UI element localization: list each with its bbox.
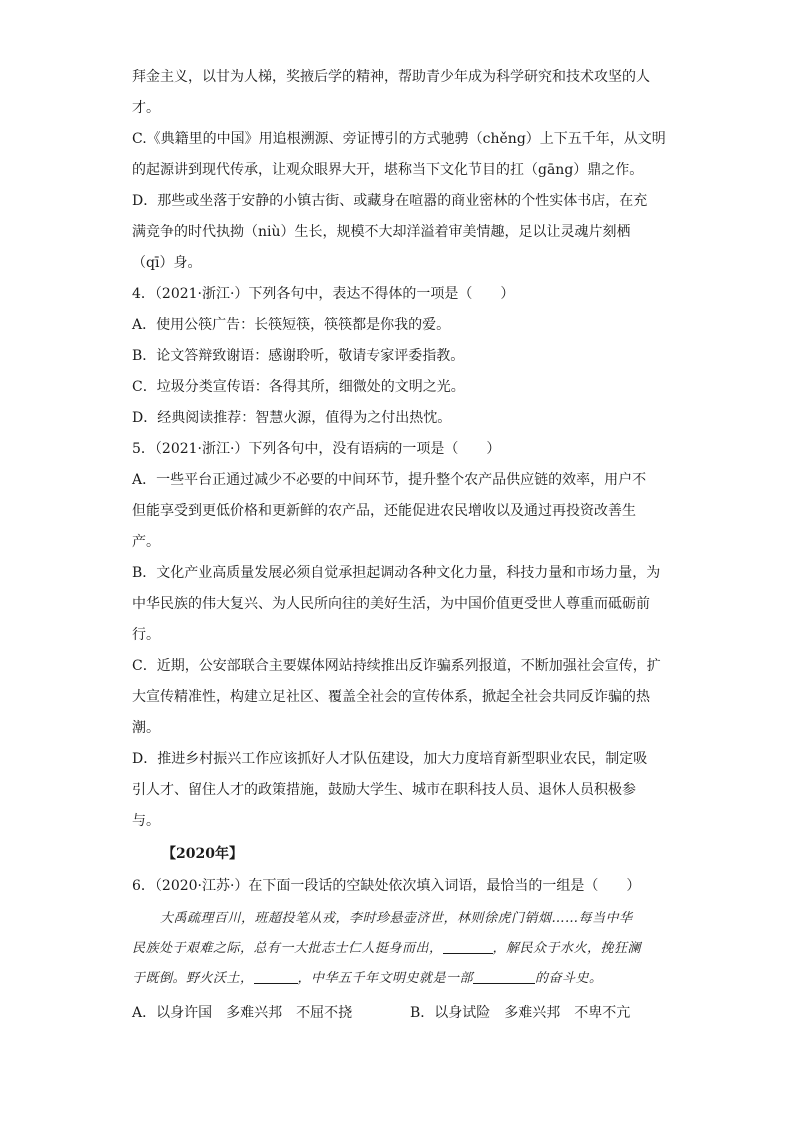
fill-blank xyxy=(443,939,493,954)
text-line: 但能享受到更低价格和更新鲜的农产品，还能促进农民增收以及通过再投资改善生 xyxy=(132,503,636,519)
question-6-option-b: B．以身试险 多难兴邦 不卑不亢 xyxy=(410,1005,631,1021)
text-line: 产。 xyxy=(132,534,160,550)
question-4-stem: 4．（2021·浙江·）下列各句中，表达不得体的一项是（ ） xyxy=(132,286,515,302)
text-line: 行。 xyxy=(132,627,160,643)
text-line: 才。 xyxy=(132,100,160,116)
question-6-option-a: A．以身许国 多难兴邦 不屈不挠 xyxy=(132,1005,353,1021)
text-line: 拜金主义，以甘为人梯，奖掖后学的精神，帮助青少年成为科学研究和技术攻坚的人 xyxy=(132,69,650,85)
question-6-options xyxy=(132,998,652,1029)
question-6-passage xyxy=(132,904,652,994)
text-line: D．推进乡村振兴工作应该抓好人才队伍建设，加大力度培育新型职业农民，制定吸 xyxy=(132,751,648,767)
question-6-stem: 6．（2020·江苏·）在下面一段话的空缺处依次填入词语，最恰当的一组是（ ） xyxy=(132,878,641,894)
text-line: B．文化产业高质量发展必须自觉承担起调动各种文化力量，科技力量和市场力量，为 xyxy=(132,565,661,581)
text-line: C.《典籍里的中国》用追根溯源、旁证博引的方式驰骋（chěng）上下五千年，从文明 xyxy=(132,131,666,147)
text-line: C．近期，公安部联合主要媒体网站持续推出反诈骗系列报道，不断加强社会宣传，扩 xyxy=(132,658,661,674)
text-line: A．一些平台正通过减少不必要的中间环节，提升整个农产品供应链的效率，用户不 xyxy=(132,472,647,488)
text-line: 满竞争的时代执拗（niù）生长，规模不大却洋溢着审美情趣，足以让灵魂片刻栖 xyxy=(132,224,631,240)
question-4-option-c: C．垃圾分类宣传语：各得其所，细微处的文明之光。 xyxy=(132,379,465,395)
question-4-option-a: A．使用公筷广告：长筷短筷，筷筷都是你我的爱。 xyxy=(132,317,451,333)
text-line: 的起源讲到现代传承，让观众眼界大开，堪称当下文化节目的扛（gāng）鼎之作。 xyxy=(132,162,644,178)
text-line: 潮。 xyxy=(132,720,160,736)
question-4-option-d: D．经典阅读推荐：智慧火源，值得为之付出热忱。 xyxy=(132,410,452,426)
text-line: 引人才、留住人才的政策措施，鼓励大学生、城市在职科技人员、退休人员积极参 xyxy=(132,782,636,798)
fill-blank xyxy=(473,969,535,984)
text-line: D．那些或坐落于安静的小镇古街、或藏身在喧嚣的商业密林的个性实体书店，在充 xyxy=(132,193,648,209)
passage-line: 民族处于艰难之际，总有一大批志士仁人挺身而出， xyxy=(132,941,443,956)
passage-line: 于既倒。野火沃土， xyxy=(132,971,254,986)
passage-line: 的奋斗史。 xyxy=(535,971,603,986)
question-4-option-b: B．论文答辩致谢语：感谢聆听，敬请专家评委指教。 xyxy=(132,348,465,364)
passage-line: ，中华五千年文明史就是一部 xyxy=(297,971,474,986)
passage-line: ，解民众于水火，挽狂澜 xyxy=(492,941,642,956)
section-year-heading: 【2020年】 xyxy=(162,846,243,862)
question-5-stem: 5．（2021·浙江·）下列各句中，没有语病的一项是（ ） xyxy=(132,441,501,457)
fill-blank xyxy=(254,969,298,984)
passage-line: 大禹疏理百川，班超投笔从戎，李时珍悬壶济世，林则徐虎门销烟……每当中华 xyxy=(160,911,633,926)
text-line: 与。 xyxy=(132,813,160,829)
text-line: （qī）身。 xyxy=(132,255,202,271)
question-content xyxy=(132,62,666,1029)
text-line: 中华民族的伟大复兴、为人民所向往的美好生活，为中国价值更受世人尊重而砥砺前 xyxy=(132,596,650,612)
text-line: 大宣传精准性，构建立足社区、覆盖全社会的宣传体系，掀起全社会共同反诈骗的热 xyxy=(132,689,650,705)
